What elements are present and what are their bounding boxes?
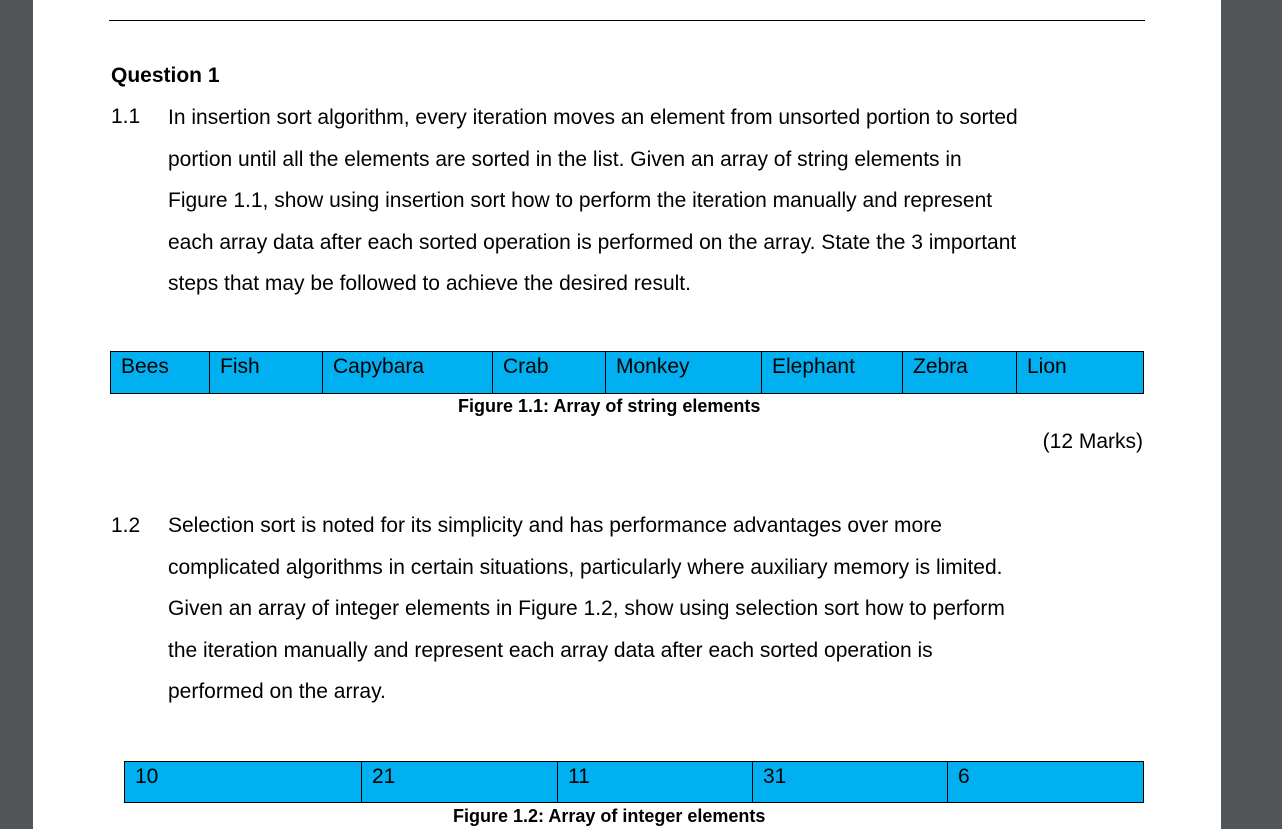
array-cell: 21 <box>362 762 558 803</box>
question-number-1-2: 1.2 <box>111 514 141 537</box>
question-1-2-text <box>168 505 1158 713</box>
document-page <box>33 0 1221 829</box>
array-cell: Fish <box>210 352 323 394</box>
integer-array-table <box>124 761 1144 803</box>
question-1-1-text <box>168 97 1158 305</box>
array-cell: 6 <box>948 762 1144 803</box>
array-cell: Capybara <box>323 352 493 394</box>
text-line: portion until all the elements are sorted in the list. Given an array of string elements in <box>168 147 962 171</box>
text-line: In insertion sort algorithm, every iteration moves an element from unsorted portion to sorted <box>168 106 1018 129</box>
array-cell: 10 <box>125 762 362 803</box>
text-line: steps that may be followed to achieve the desired result. <box>168 272 691 295</box>
figure-1-2-caption: Figure 1.2: Array of integer elements <box>453 806 766 826</box>
array-cell: Monkey <box>606 352 762 394</box>
text-line: Selection sort is noted for its simplicity and has performance advantages over more <box>168 514 942 537</box>
array-cell: Crab <box>493 352 606 394</box>
question-heading: Question 1 <box>111 64 220 87</box>
text-line: each array data after each sorted operation is performed on the array. State the 3 important <box>168 230 1017 254</box>
question-number-1-1: 1.1 <box>111 105 141 128</box>
header-rule <box>109 20 1145 21</box>
figure-1-1-caption: Figure 1.1: Array of string elements <box>458 396 761 416</box>
text-line: Figure 1.1, show using insertion sort how to perform the iteration manually and represent <box>168 189 993 212</box>
array-cell: Lion <box>1017 352 1144 394</box>
array-row <box>125 762 1144 803</box>
text-line: Given an array of integer elements in Figure 1.2, show using selection sort how to perform <box>168 597 1005 620</box>
text-line: complicated algorithms in certain situations, particularly where auxiliary memory is limited. <box>168 555 1003 579</box>
text-line: the iteration manually and represent each array data after each sorted operation is <box>168 638 933 662</box>
string-array-table <box>110 351 1144 394</box>
array-cell: Zebra <box>903 352 1017 394</box>
array-cell: Elephant <box>762 352 903 394</box>
array-cell: 31 <box>753 762 948 803</box>
array-cell: Bees <box>111 352 210 394</box>
marks-label: (12 Marks) <box>1042 430 1143 453</box>
array-row <box>111 352 1144 394</box>
text-line: performed on the array. <box>168 680 386 703</box>
array-cell: 11 <box>558 762 753 803</box>
